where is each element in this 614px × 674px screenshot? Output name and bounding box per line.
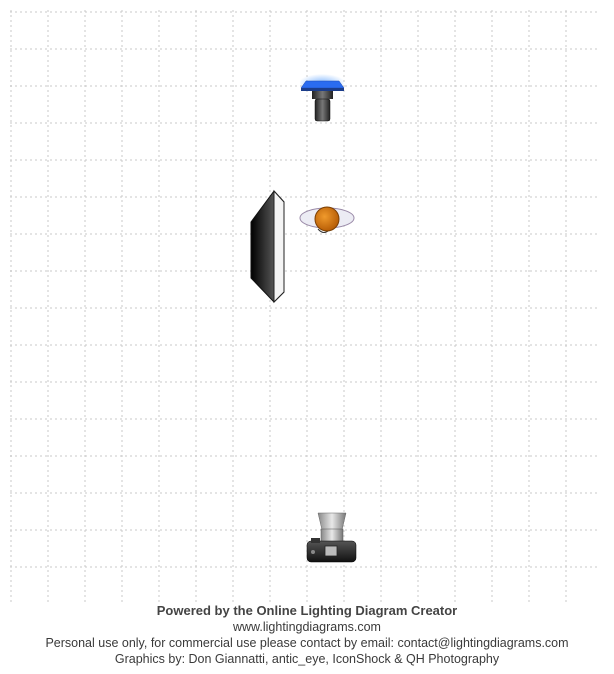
camera-viewfinder <box>325 546 337 556</box>
softbox-diffuser <box>274 191 284 302</box>
footer-url[interactable]: www.lightingdiagrams.com <box>233 620 381 634</box>
reflector-rim <box>301 88 344 91</box>
subject[interactable] <box>300 207 354 233</box>
strip-softbox[interactable] <box>251 191 284 302</box>
camera[interactable] <box>307 513 356 562</box>
strobe-neck <box>312 91 333 99</box>
footer-credits: Graphics by: Don Giannatti, antic_eye, IconShock & QH Photography <box>114 652 500 666</box>
grid <box>10 10 600 603</box>
gel-reflector <box>301 81 344 88</box>
camera-button <box>311 550 315 554</box>
footer-title: Powered by the Online Lighting Diagram Creator <box>156 603 458 618</box>
strobe-body <box>315 99 330 121</box>
subject-head <box>315 207 339 231</box>
camera-dial <box>311 538 320 543</box>
camera-lens-hood <box>318 513 346 530</box>
footer-usage-note: Personal use only, for commercial use please contact by email: contact@lightingdiagrams.com <box>45 636 569 650</box>
